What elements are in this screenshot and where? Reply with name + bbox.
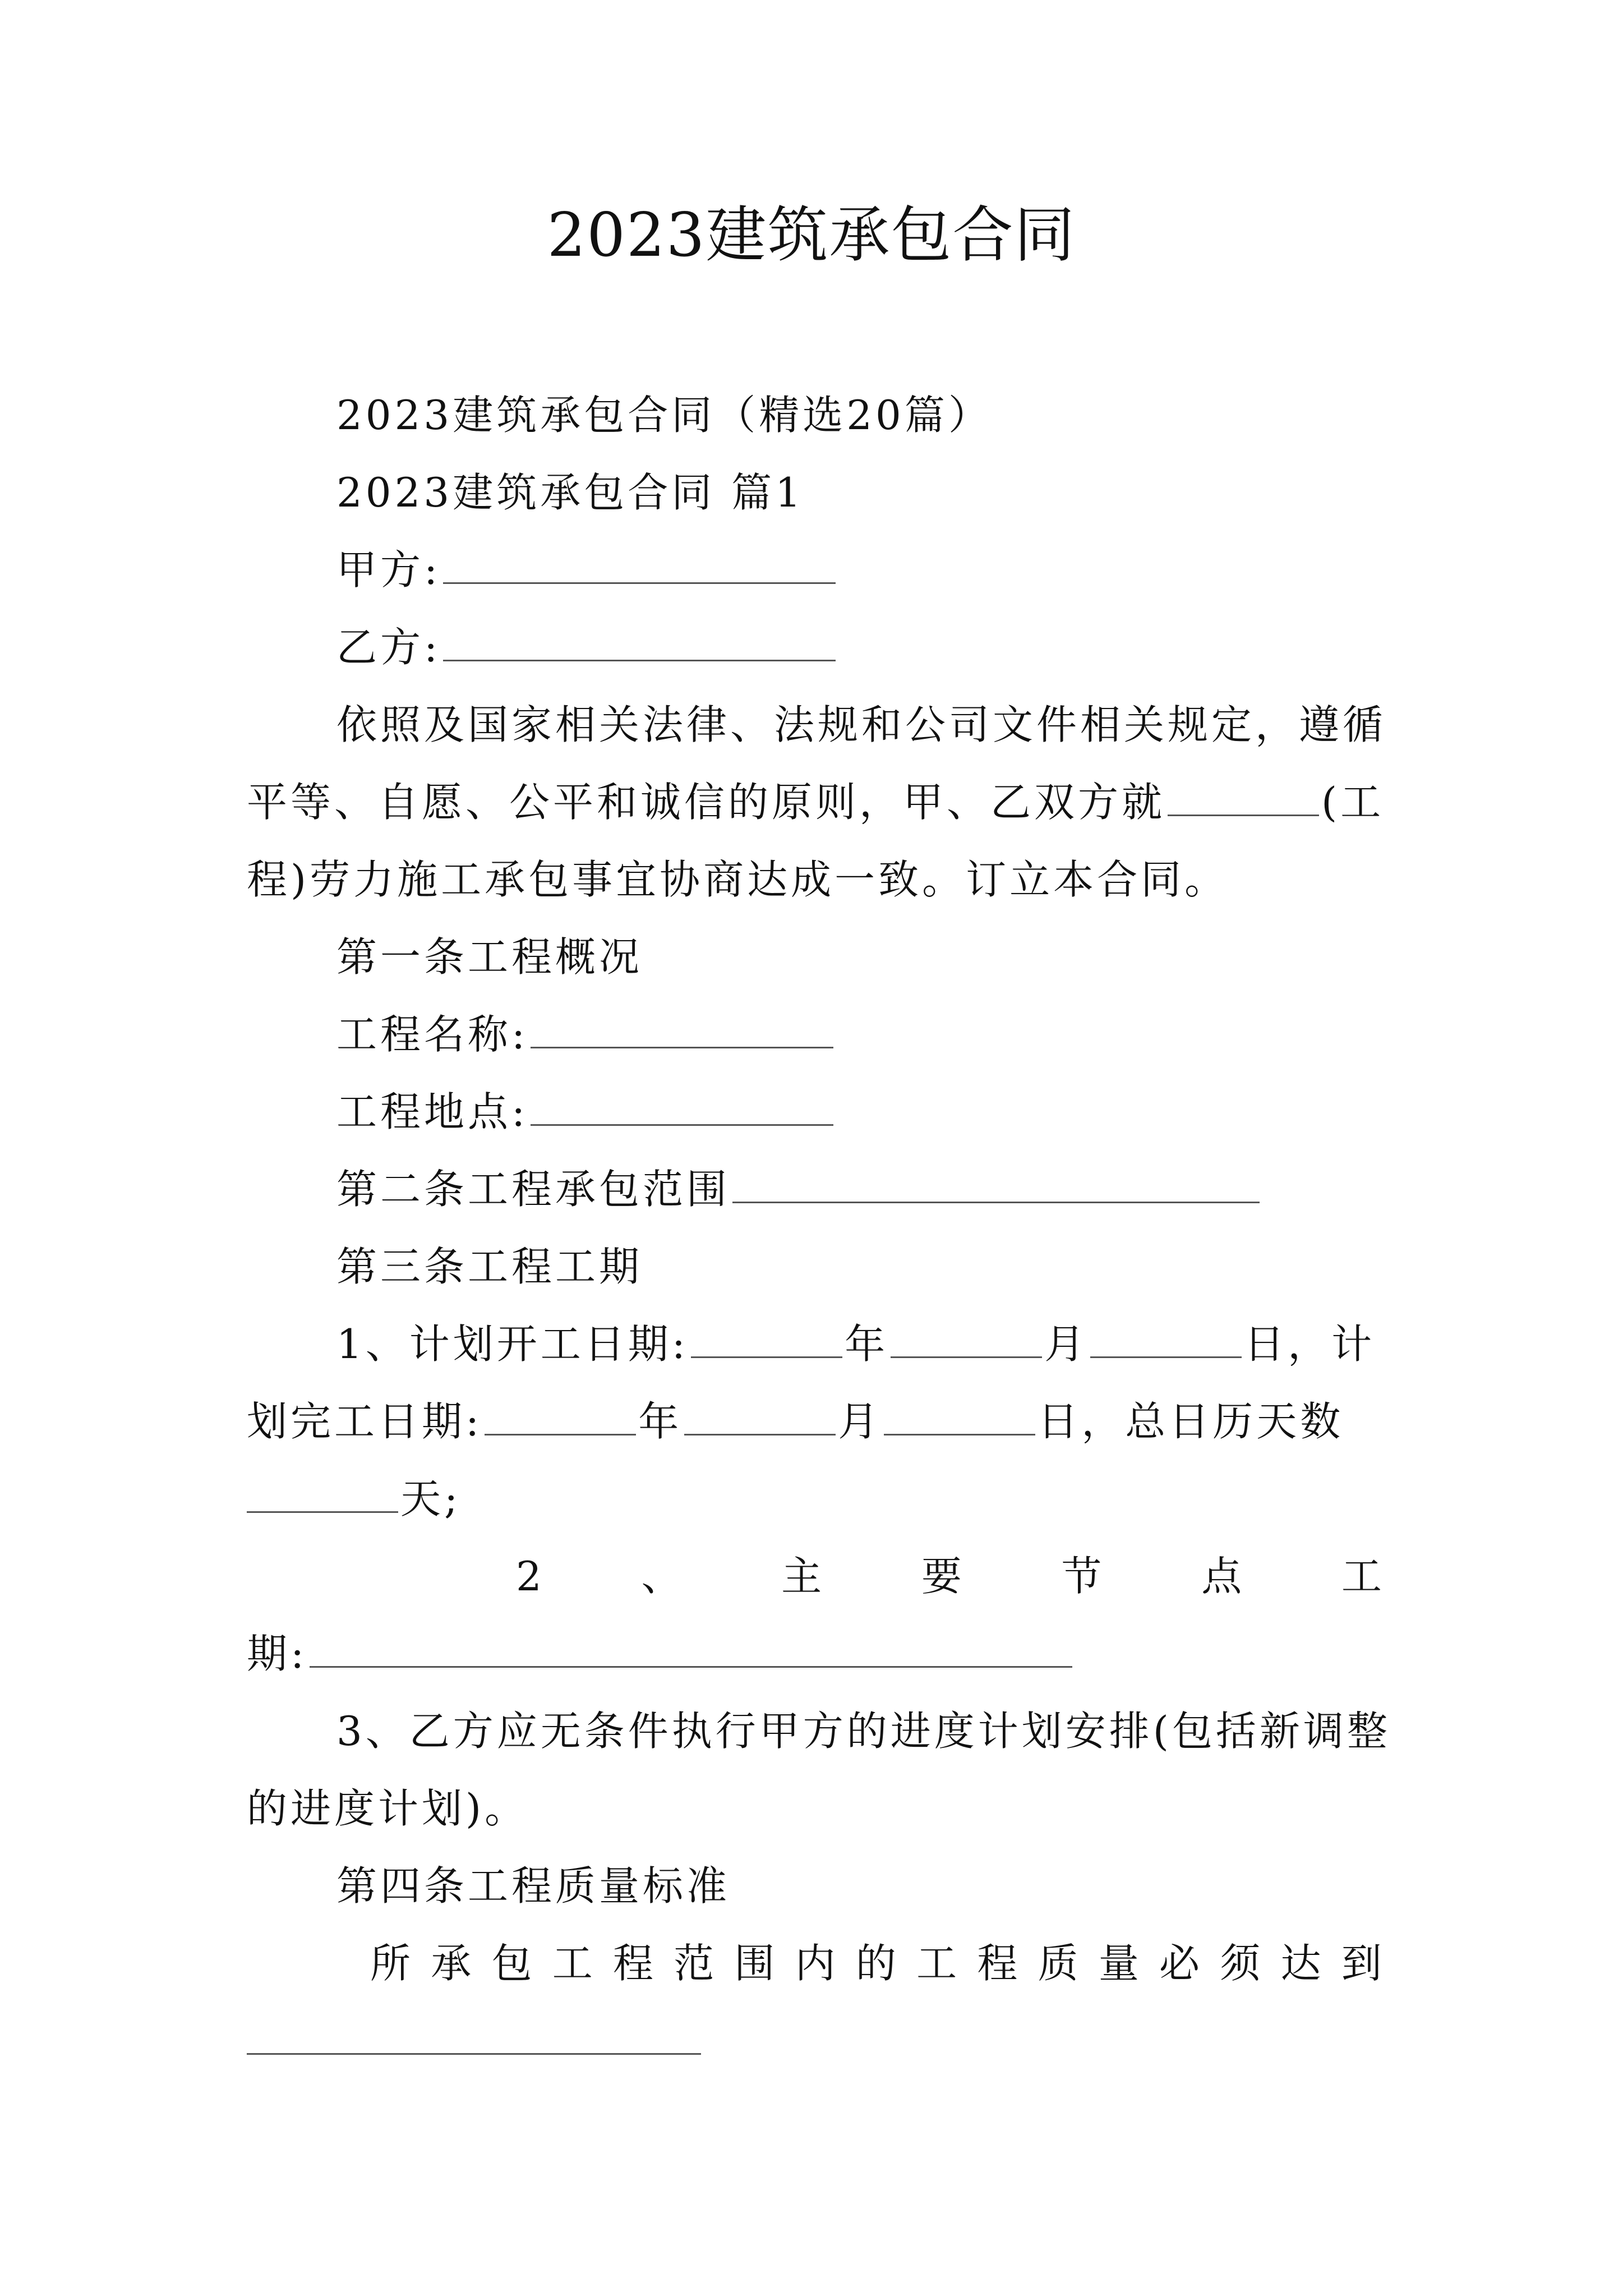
party-a-line xyxy=(247,542,1385,598)
article-1-title: 第一条工程概况 xyxy=(336,933,643,981)
schedule-end-label: 划完工日期: xyxy=(247,1398,483,1445)
start-month-label: 月 xyxy=(1044,1320,1089,1368)
start-day-label: 日，计 xyxy=(1244,1320,1376,1368)
quality-char: 所 xyxy=(370,1940,414,1987)
quality-char: 质 xyxy=(1038,1940,1082,1987)
schedule-line-2 xyxy=(247,1393,1385,1450)
milestone-line-2 xyxy=(247,1626,1385,1682)
scope-blank xyxy=(732,1162,1260,1203)
schedule-line-3 xyxy=(247,1471,1385,1527)
section-heading: 2023建筑承包合同 篇1 xyxy=(336,469,804,516)
milestone-char: 、 xyxy=(641,1553,685,1600)
quality-char: 围 xyxy=(734,1940,778,1987)
milestone-period-label: 期: xyxy=(247,1630,308,1677)
milestone-char: 主 xyxy=(781,1553,826,1600)
quality-standard-blank xyxy=(247,2014,701,2055)
start-year-blank xyxy=(691,1317,842,1358)
schedule-item-3-line-2: 的进度计划)。 xyxy=(247,1785,529,1832)
quality-char: 须 xyxy=(1220,1940,1264,1987)
schedule-item-3-line-1: 3、乙方应无条件执行甲方的进度计划安排(包括新调整 xyxy=(336,1708,1391,1755)
end-day-label: 日，总日历天数 xyxy=(1038,1398,1344,1445)
article-2-line xyxy=(247,1161,1385,1217)
project-name-line xyxy=(247,1006,1385,1062)
quality-char: 工 xyxy=(916,1940,961,1987)
quality-char: 内 xyxy=(795,1940,839,1987)
milestone-char: 2 xyxy=(516,1553,545,1600)
intro-line-2-start: 平等、自愿、公平和诚信的原则，甲、乙双方就 xyxy=(247,779,1166,826)
project-location-line xyxy=(247,1084,1385,1140)
milestone-char: 工 xyxy=(1341,1553,1385,1600)
quality-char: 到 xyxy=(1341,1940,1385,1987)
quality-line-2 xyxy=(247,2013,1385,2069)
document-subtitle: 2023建筑承包合同（精选20篇） xyxy=(336,392,992,439)
intro-line-2-end: (工 xyxy=(1321,779,1385,826)
quality-char: 程 xyxy=(612,1940,657,1987)
article-3-title: 第三条工程工期 xyxy=(336,1243,643,1290)
document-title: 2023建筑承包合同 xyxy=(547,200,1076,270)
start-month-blank xyxy=(891,1317,1042,1358)
start-day-blank xyxy=(1090,1317,1242,1358)
quality-char: 范 xyxy=(674,1940,718,1987)
party-a-blank xyxy=(443,543,836,584)
intro-line-1: 依照及国家相关法律、法规和公司文件相关规定，遵循 xyxy=(336,701,1387,748)
project-name-label: 工程名称: xyxy=(336,1011,529,1058)
schedule-line-1 xyxy=(247,1316,1385,1372)
end-year-label: 年 xyxy=(638,1398,683,1445)
milestone-char: 要 xyxy=(921,1553,965,1600)
quality-char: 包 xyxy=(491,1940,536,1987)
schedule-start-label: 1、计划开工日期: xyxy=(336,1320,689,1368)
start-year-label: 年 xyxy=(845,1320,889,1368)
intro-line-2 xyxy=(247,774,1385,830)
milestone-char: 节 xyxy=(1061,1553,1105,1600)
total-days-blank xyxy=(247,1472,398,1513)
article-4-title: 第四条工程质量标准 xyxy=(336,1862,731,1910)
quality-char: 的 xyxy=(855,1940,900,1987)
project-location-blank xyxy=(531,1085,833,1126)
article-2-title: 第二条工程承包范围 xyxy=(336,1166,731,1213)
milestone-char: 点 xyxy=(1201,1553,1246,1600)
quality-char: 程 xyxy=(977,1940,1021,1987)
milestone-line-1 xyxy=(247,1548,1385,1604)
project-location-label: 工程地点: xyxy=(336,1088,529,1135)
party-b-label: 乙方: xyxy=(336,624,441,671)
days-unit: 天; xyxy=(400,1475,462,1522)
project-name-blank xyxy=(531,1007,833,1048)
quality-char: 工 xyxy=(552,1940,596,1987)
end-day-blank xyxy=(884,1395,1035,1435)
party-b-line xyxy=(247,619,1385,675)
quality-char: 承 xyxy=(431,1940,475,1987)
party-b-blank xyxy=(443,620,836,661)
milestone-blank xyxy=(310,1627,1072,1668)
end-year-blank xyxy=(485,1395,636,1435)
project-blank xyxy=(1168,775,1319,816)
quality-char: 必 xyxy=(1159,1940,1204,1987)
quality-line-1 xyxy=(247,1935,1385,1991)
quality-char: 量 xyxy=(1098,1940,1142,1987)
end-month-label: 月 xyxy=(838,1398,882,1445)
end-month-blank xyxy=(684,1395,836,1435)
quality-char: 达 xyxy=(1280,1940,1325,1987)
party-a-label: 甲方: xyxy=(336,546,441,593)
intro-line-3: 程)劳力施工承包事宜协商达成一致。订立本合同。 xyxy=(247,856,1229,903)
